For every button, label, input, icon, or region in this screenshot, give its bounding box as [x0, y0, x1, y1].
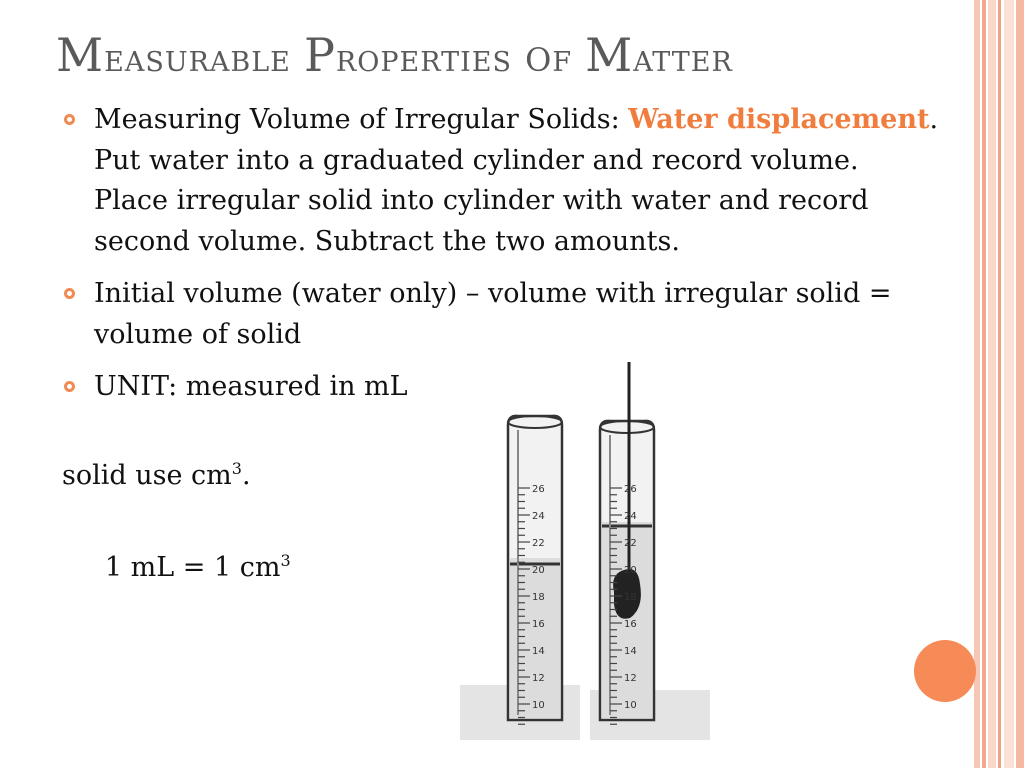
- scale-label: 10: [532, 700, 545, 711]
- scale-labels: [624, 484, 637, 711]
- scale-label: 24: [624, 511, 637, 522]
- bullet-item: [60, 100, 940, 262]
- equivalence-line: [62, 508, 291, 628]
- bullet-icon: [64, 114, 75, 125]
- scale-label: 12: [624, 673, 637, 684]
- decor-stripe: [1004, 0, 1014, 768]
- scale-label: 26: [624, 484, 637, 495]
- decor-stripe: [974, 0, 980, 768]
- bullet-text: . Put water into a graduated cylinder and record volume. Place irregular solid into cylinder with water and record second volume. Subtract the two amounts.: [94, 104, 939, 257]
- scale-label: 20: [624, 565, 637, 576]
- scale-label: 14: [624, 646, 637, 657]
- decor-stripe: [1016, 0, 1024, 768]
- bullet-text: UNIT: measured in mL: [94, 371, 408, 402]
- bullet-text: Initial volume (water only) – volume with irregular solid = volume of solid: [94, 278, 892, 350]
- bullet-text: Measuring Volume of Irregular Solids:: [94, 104, 629, 135]
- decor-stripe: [998, 0, 1001, 768]
- bullet-icon: [64, 381, 75, 392]
- scale-label: 16: [624, 619, 637, 630]
- scale-labels: [532, 484, 545, 711]
- unit-text: solid use cm: [62, 460, 232, 491]
- scale-label: 22: [624, 538, 637, 549]
- decor-stripe: [988, 0, 996, 768]
- highlight-text: Water displacement: [628, 104, 930, 135]
- scale-label: 16: [532, 619, 545, 630]
- scale-label: 10: [624, 700, 637, 711]
- scale-label: 14: [532, 646, 545, 657]
- scale-label: 18: [532, 592, 545, 603]
- scale-label: 24: [532, 511, 545, 522]
- unit-text: .: [241, 460, 251, 491]
- scale-label: 18: [624, 592, 637, 603]
- scale-label: 20: [532, 565, 545, 576]
- scale-label: 22: [532, 538, 545, 549]
- equivalence-text: 1 mL = 1 cm: [96, 552, 281, 583]
- graduated-cylinders-illustration: [460, 360, 720, 745]
- scale-label: 26: [532, 484, 545, 495]
- bullet-item: [60, 274, 940, 355]
- unit-line: [62, 456, 251, 496]
- exponent: 3: [231, 459, 242, 478]
- scale-label: 12: [532, 673, 545, 684]
- decor-stripe: [982, 0, 986, 768]
- exponent: 3: [280, 551, 291, 570]
- bullet-icon: [64, 288, 75, 299]
- decor-circle: [914, 640, 976, 702]
- slide-title: Measurable Properties of Matter: [56, 28, 733, 82]
